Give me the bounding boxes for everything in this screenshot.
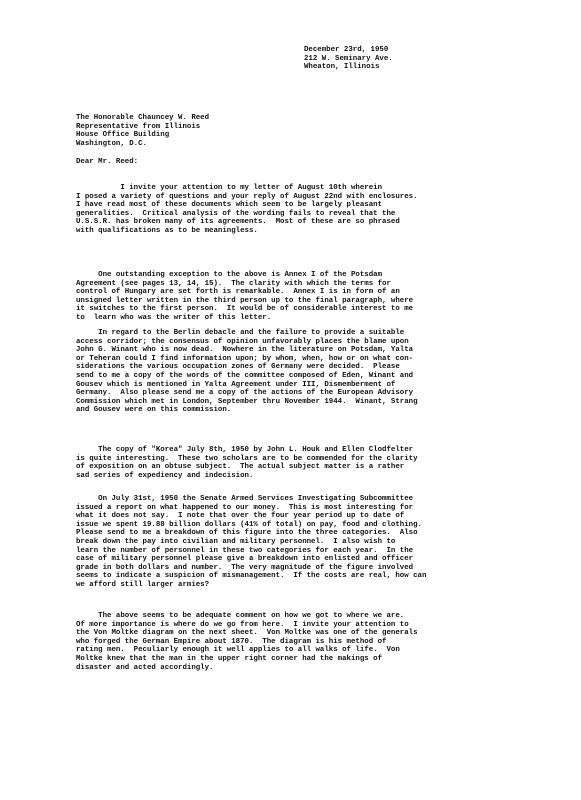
sender-city: Wheaton, Illinois <box>304 63 380 72</box>
text-line: who forged the German Empire about 1870. The diagram is his method of <box>76 637 387 646</box>
text-line: issued a report on what happened to our money. This is most interesting for <box>76 503 414 512</box>
recipient-line: The Honorable Chauncey W. Reed <box>76 114 210 122</box>
text-line: Germany. Also please send me a copy of the actions of the European Advisory <box>76 389 414 398</box>
text-line: control of Hungary are set forth is remarkable. Annex I is in form of an <box>76 288 400 297</box>
text-line: the Von Moltke diagram on the next sheet. Von Moltke was one of the generals <box>76 629 418 638</box>
text-line: seems to indicate a suspicion of mismanagement. If the costs are real, how can <box>76 572 427 581</box>
text-line: disaster and acted accordingly. <box>76 663 214 672</box>
text-line: issue we spent 19.88 billion dollars (41% of total) on pay, food and clothing. <box>76 520 422 529</box>
text-line: and Gousev were on this commission. <box>76 406 232 415</box>
text-line: of exposition on an obtuse subject. The actual subject matter is a rather <box>76 463 405 472</box>
text-line: access corridor; the consensus of opinion unfavorably places the blame upon <box>76 337 409 346</box>
text-line: sad series of expediency and indecision. <box>76 471 254 480</box>
text-line: to learn who was the writer of this letter. <box>76 313 272 322</box>
text-line: with qualifications as to be meaningless. <box>76 226 258 235</box>
salutation-text: Dear Mr. Reed: <box>76 158 139 166</box>
paragraph-senate-report <box>76 495 576 590</box>
text-line: siderations the various occupation zones of Germany were decided. Please <box>76 363 400 372</box>
text-line: Gousev which is mentioned in Yalta Agreement under III, Dismemberment of <box>76 380 396 389</box>
text-line: send to me a copy of the words of the committee composed of Eden, Winant and <box>76 371 414 380</box>
text-line: Moltke knew that the man in the upper right corner had the makings of <box>76 654 383 663</box>
text-line: or Teheran could I find information upon; by whom, when, how or on what con- <box>76 354 414 363</box>
recipient-line: House Office Building <box>76 131 170 140</box>
text-line: break down the pay into civilian and military personnel. I also wish to <box>76 537 396 546</box>
text-line: Commission which met in London, September thru November 1944. Winant, Strang <box>76 397 418 406</box>
text-line: In regard to the Berlin debacle and the failure to provide a suitable <box>76 329 405 337</box>
text-line: John G. Winant who is now dead. Nowhere in the literature on Potsdam, Yalta <box>76 346 414 355</box>
recipient-line: Washington, D.C. <box>76 139 147 148</box>
text-line: unsigned letter written in the third person up to the final paragraph, where <box>76 296 414 305</box>
text-line: Of more importance is where do we go from here. I invite your attention to <box>76 620 409 629</box>
recipient-address <box>76 114 209 148</box>
paragraph-korea-report <box>76 446 576 480</box>
text-line: what it does not say. I note that over the four year period up to date of <box>76 512 405 521</box>
text-line: U.S.S.R. has broken many of its agreements. Most of these are so phrased <box>76 218 400 227</box>
paragraph-potsdam-documents <box>76 184 576 236</box>
text-line: I have read most of these documents which seem to be largely pleasant <box>76 201 383 210</box>
salutation <box>76 158 138 167</box>
text-line: I posed a variety of questions and your reply of August 22nd with enclosures. <box>76 192 418 201</box>
sender-block <box>304 46 393 72</box>
text-line: it switches to the first person. It would be of considerable interest to me <box>76 305 414 314</box>
text-line: The copy of "Korea" July 8th, 1950 by John L. Houk and Ellen Clodfelter <box>76 446 414 454</box>
text-line: generalities. Critical analysis of the wording fails to reveal that the <box>76 209 396 218</box>
recipient-line: Representative from Illinois <box>76 122 201 131</box>
paragraph-von-moltke <box>76 612 576 672</box>
text-line: Please send to me a breakdown of this figure into the three categories. Also <box>76 529 418 538</box>
text-line: On July 31st, 1950 the Senate Armed Services Investigating Subcommittee <box>76 495 414 503</box>
text-line: I invite your attention to my letter of August 10th wherein <box>76 184 383 192</box>
sender-street: 212 W. Seminary Ave. <box>304 54 393 63</box>
text-line: rating men. Peculiarly enough it well applies to all walks of life. Von <box>76 646 400 655</box>
paragraph-berlin-debacle <box>76 329 576 415</box>
text-line: The above seems to be adequate comment on how we got to where we are. <box>76 612 405 620</box>
text-line: case of military personnel please give a breakdown into enlisted and officer <box>76 555 414 564</box>
text-line: One outstanding exception to the above is Annex I of the Potsdam <box>76 271 383 279</box>
text-line: grade in both dollars and number. The very magnitude of the figure involved <box>76 563 414 572</box>
text-line: we afford still larger armies? <box>76 580 210 589</box>
letter-date: December 23rd, 1950 <box>304 46 389 54</box>
text-line: learn the number of personnel in these two categories for each year. In the <box>76 546 414 555</box>
text-line: is quite interesting. These two scholars are to be commended for the clarity <box>76 454 418 463</box>
text-line: Agreement (see pages 13, 14, 15). The clarity with which the terms for <box>76 279 391 288</box>
paragraph-annex-one <box>76 271 576 323</box>
